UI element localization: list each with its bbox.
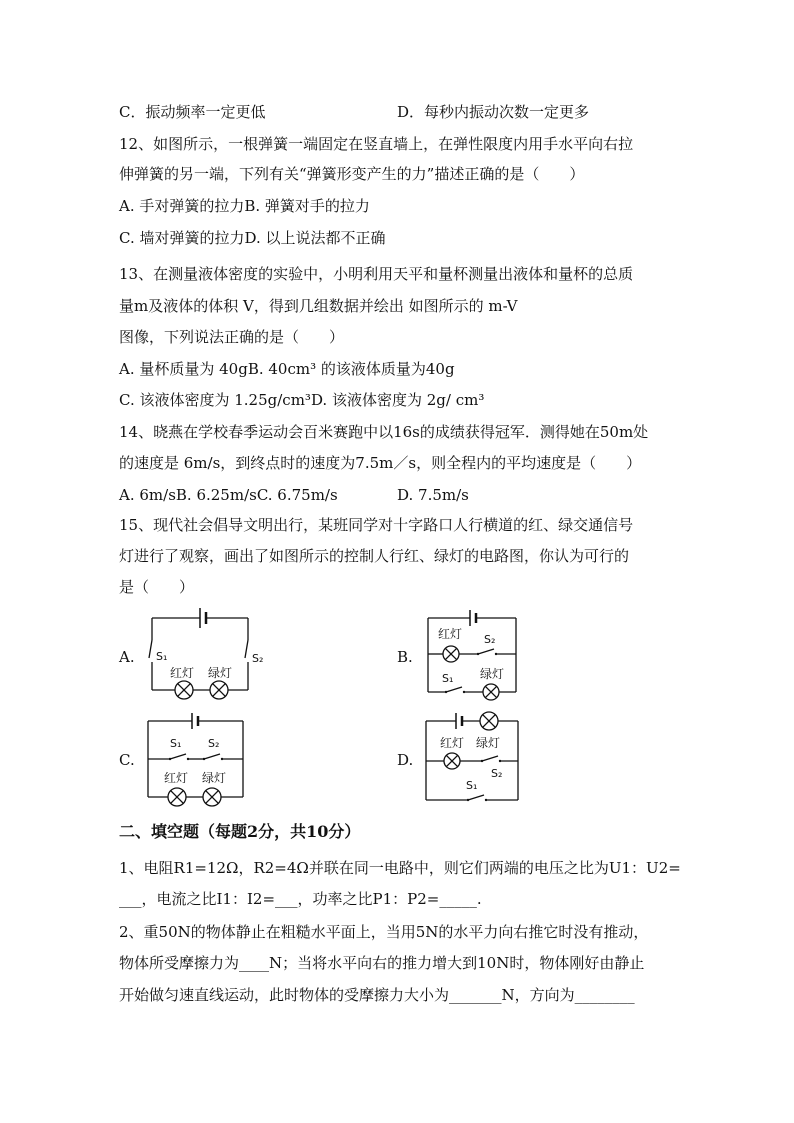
circuit-c-label: C. <box>119 751 135 769</box>
section-title-fill-blank: 二、填空题（每题2分，共10分） <box>119 822 361 841</box>
circuit-c-diagram <box>140 705 255 810</box>
q13-options-ab: A. 量杯质量为 40gB. 40cm³ 的该液体质量为40g <box>119 360 455 378</box>
circuit-a-label: A. <box>119 648 135 666</box>
circuit-c-s2: S₂ <box>208 737 220 750</box>
q12-stem-line1: 12、如图所示，一根弹簧一端固定在竖直墙上，在弹性限度内用手水平向右拉 <box>119 135 634 153</box>
circuit-c-s1: S₁ <box>170 737 182 750</box>
circuit-c-red-lamp-label: 红灯 <box>164 771 189 785</box>
q15-stem-line1: 15、现代社会倡导文明出行，某班同学对十字路口人行横道的红、绿交通信号 <box>119 516 634 534</box>
circuit-a-s1: S₁ <box>156 650 168 663</box>
fill1-line2: ___，电流之比I1：I2=___，功率之比P1：P2=_____. <box>119 890 482 908</box>
circuit-b-diagram <box>418 600 528 710</box>
q13-stem-line2: 量m及液体的体积 V，得到几组数据并绘出 如图所示的 m-V <box>119 297 518 315</box>
q12-options-cd: C. 墙对弹簧的拉力D. 以上说法都不正确 <box>119 229 386 247</box>
circuit-a-green-lamp-label: 绿灯 <box>208 666 233 680</box>
circuit-a-diagram <box>140 600 280 710</box>
circuit-d-label: D. <box>397 751 414 769</box>
circuit-a-red-lamp-label: 红灯 <box>170 666 195 680</box>
fill1-line1: 1、电阻R1=12Ω，R2=4Ω并联在同一电路中，则它们两端的电压之比为U1：U2= <box>119 859 681 877</box>
circuit-b-label: B. <box>397 648 413 666</box>
circuit-d-s2: S₂ <box>491 767 503 780</box>
circuit-d-s1: S₁ <box>466 779 478 792</box>
q14-stem-line1: 14、晓燕在学校春季运动会百米赛跑中以16s的成绩获得冠军．测得她在50m处 <box>119 423 649 441</box>
q12-stem-line2: 伸弹簧的另一端，下列有关“弹簧形变产生的力”描述正确的是（ ） <box>119 165 585 183</box>
fill2-line3: 开始做匀速直线运动，此时物体的受摩擦力大小为_______N，方向为________ <box>119 986 635 1004</box>
circuit-d-green-lamp-label: 绿灯 <box>476 736 501 750</box>
circuit-b-s2: S₂ <box>484 633 496 646</box>
q11-option-d: D．每秒内振动次数一定更多 <box>397 103 590 121</box>
q13-stem-line1: 13、在测量液体密度的实验中，小明利用天平和量杯测量出液体和量杯的总质 <box>119 265 634 283</box>
q13-stem-line3: 图像，下列说法正确的是（ ） <box>119 328 345 346</box>
q15-stem-line3: 是（ ） <box>119 578 195 596</box>
circuit-b-red-lamp-label: 红灯 <box>438 627 463 641</box>
q14-options-abc: A. 6m/sB. 6.25m/sC. 6.75m/s <box>119 486 338 504</box>
q14-option-d: D. 7.5m/s <box>397 486 469 504</box>
fill2-line1: 2、重50N的物体静止在粗糙水平面上，当用5N的水平力向右推它时没有推动， <box>119 923 649 941</box>
q13-options-cd: C. 该液体密度为 1.25g/cm³D. 该液体密度为 2g/ cm³ <box>119 391 485 409</box>
q15-stem-line2: 灯进行了观察，画出了如图所示的控制人行红、绿灯的电路图，你认为可行的 <box>119 547 630 565</box>
circuit-d-red-lamp-label: 红灯 <box>440 736 465 750</box>
circuit-b-s1: S₁ <box>442 672 454 685</box>
circuit-a-s2: S₂ <box>252 652 264 665</box>
circuit-c-green-lamp-label: 绿灯 <box>202 771 227 785</box>
circuit-b-green-lamp-label: 绿灯 <box>480 667 505 681</box>
q14-stem-line2: 的速度是 6m/s，到终点时的速度为7.5m／s，则全程内的平均速度是（ ） <box>119 454 642 472</box>
q12-options-ab: A. 手对弹簧的拉力B. 弹簧对手的拉力 <box>119 197 370 215</box>
fill2-line2: 物体所受摩擦力为____N；当将水平向右的推力增大到10N时，物体刚好由静止 <box>119 954 645 972</box>
q11-option-c: C．振动频率一定更低 <box>119 103 266 121</box>
circuit-d-diagram <box>418 705 528 810</box>
